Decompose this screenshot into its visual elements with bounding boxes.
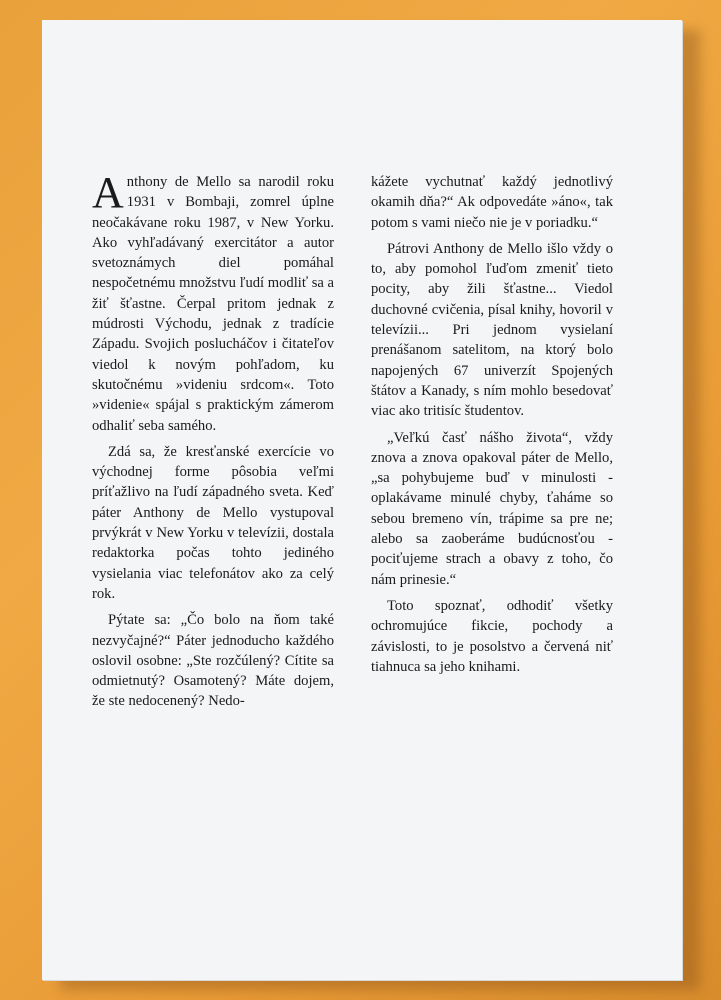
text-column-right bbox=[371, 172, 613, 683]
paragraph: Zdá sa, že kresťanské exercície vo východnej forme pôsobia veľmi príťažlivo na ľudí západného sveta. Keď páter Anthony de Mello vystupoval prvýkrát v New Yorku v televízii, dostala redaktorka počas tohto jediného vysielania viac telefonátov ako za celý rok. bbox=[92, 443, 334, 602]
paragraph: Toto spoznať, odhodiť všetky ochromujúce fikcie, pochody a závislosti, to je posolstvo a červená niť tiahnuca sa jeho knihami. bbox=[371, 597, 613, 675]
text-column-left bbox=[92, 168, 334, 718]
paragraph: Pátrovi Anthony de Mello išlo vždy o to, aby pomohol ľuďom zmeniť tieto pocity, aby žili šťastne... Viedol duchovné cvičenia, písal knihy, hovoril v televízii... Pri jednom vysielaní prenášanom satelitom, na ktorý bolo napojených 67 univerzít Spojených štátov a Kanady, s ním mohlo besedovať viac ako tritisíc študentov. bbox=[371, 240, 613, 420]
paragraph: Pýtate sa: „Čo bolo na ňom také nezvyčajné?“ Páter jednoducho každého oslovil osobne: „Ste rozčúlený? Cítite sa odmietnutý? Osamotený? Máte dojem, že ste nedocenený? Nedo- bbox=[92, 612, 334, 710]
paragraph-text: nthony de Mello sa narodil roku 1931 v Bombaji, zomrel úplne neočakávane roku 1987, v New Yorku. Ako vyhľadávaný exercitátor a autor svetoznámych diel pomáhal nespočetnému množstvu ľudí modliť sa a žiť šťastne. Čerpal pritom jednak z múdrosti Východu, jednak z tradície Západu. Svojich poslucháčov i čitateľov viedol k novým pohľadom, ku skutočnému »videniu srdcom«. Toto »videnie« spájal s praktickým zámerom odhaliť seba samého. bbox=[92, 174, 334, 434]
drop-cap: A bbox=[92, 168, 124, 217]
paragraph: „Veľkú časť nášho života“, vždy znova a znova opakoval páter de Mello, „sa pohybujeme buď v minulosti - oplakávame minulé chyby, ťaháme so sebou bremeno vín, trápime sa pre ne; alebo sa zaoberáme budúcnosťou - pociťujeme strach a obavy z toho, čo nám prinesie.“ bbox=[371, 429, 613, 588]
paragraph: kážete vychutnať každý jednotlivý okamih dňa?“ Ak odpovedáte »áno«, tak potom s vami niečo nie je v poriadku.“ bbox=[371, 174, 613, 231]
paragraph bbox=[92, 168, 334, 436]
